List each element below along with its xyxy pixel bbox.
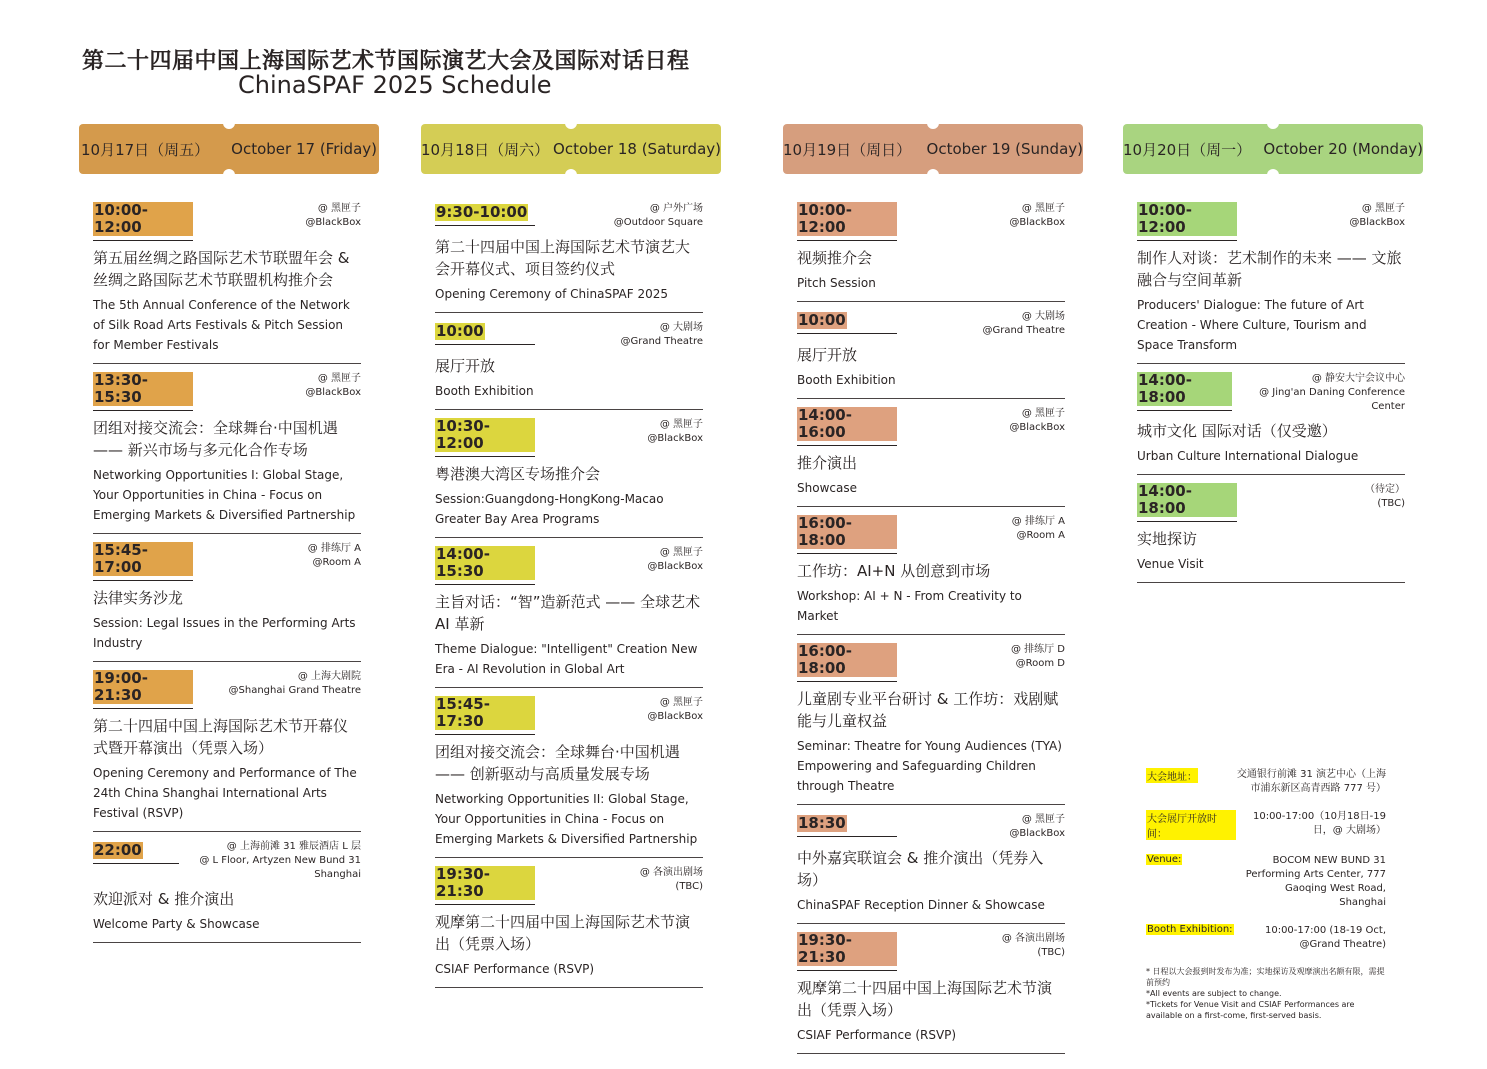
- venue-en: (TBC): [1377, 498, 1405, 509]
- footnote: * 日程以大会报到时发布为准；实地探访及观摩演出名额有限，需提前预约: [1146, 967, 1385, 987]
- page-title-zh: 第二十四届中国上海国际艺术节国际演艺大会及国际对话日程: [82, 49, 690, 74]
- event-time: 10:00: [798, 311, 846, 329]
- event-title-zh: 展厅开放: [797, 346, 858, 364]
- day-column: [783, 124, 1083, 1042]
- venue-zh: @ 大剧场: [1021, 311, 1065, 322]
- event-venue: [229, 670, 361, 698]
- day-header: [1123, 124, 1423, 174]
- event-item: [435, 202, 703, 313]
- venue-en: @ Jing'an Daning Conference Center: [1259, 387, 1405, 412]
- event-venue: [1365, 483, 1405, 511]
- page-title-en: ChinaSPAF 2025 Schedule: [238, 71, 552, 99]
- venue-zh: @ 户外广场: [649, 203, 703, 214]
- event-venue: [640, 866, 703, 894]
- day-header-zh: 10月19日（周日）: [783, 140, 912, 159]
- event-item: [435, 321, 703, 410]
- info-label: 大会地址：: [1146, 768, 1198, 783]
- venue-zh: @ 排练厅 A: [1011, 516, 1065, 527]
- venue-en: @BlackBox: [1009, 828, 1065, 839]
- event-title-en: Booth Exhibition: [797, 373, 896, 387]
- event-item: [797, 407, 1065, 507]
- event-title-en: Urban Culture International Dialogue: [1137, 449, 1359, 463]
- event-time: 10:00: [436, 322, 484, 340]
- venue-en: @BlackBox: [1349, 217, 1405, 228]
- day-header-zh: 10月17日（周五）: [80, 140, 210, 159]
- day-column: [79, 124, 379, 931]
- event-title-en: Opening Ceremony of ChinaSPAF 2025: [435, 287, 668, 301]
- event-list: [435, 202, 703, 996]
- venue-zh: @ 静安大宁会议中心: [1311, 373, 1405, 384]
- event-title-zh: 展厅开放: [435, 357, 496, 375]
- info-value: 交通银行前滩 31 演艺中心（上海市浦东新区高青西路 777 号）: [1236, 769, 1386, 794]
- event-venue: [179, 840, 361, 882]
- event-time: 14:00-16:00: [797, 407, 897, 441]
- event-time: 16:00-18:00: [797, 643, 897, 677]
- venue-en: @ L Floor, Artyzen New Bund 31 Shanghai: [199, 855, 361, 880]
- event-title-en: Session:Guangdong-HongKong-Macao Greater Bay Area Programs: [435, 492, 664, 526]
- venue-zh: @ 上海大剧院: [297, 671, 361, 682]
- event-title-zh: 主旨对话：“智”造新范式 —— 全球艺术 AI 革新: [435, 593, 701, 633]
- event-item: [93, 840, 361, 943]
- footnote: *All events are subject to change.: [1146, 989, 1282, 998]
- footnotes: [1146, 966, 1391, 1021]
- event-item: [797, 643, 1065, 805]
- event-title-zh: 实地探访: [1137, 530, 1198, 548]
- event-venue: [1011, 643, 1065, 671]
- event-time: 10:00-12:00: [93, 202, 193, 236]
- day-header: [79, 124, 379, 174]
- event-title-en: Pitch Session: [797, 276, 876, 290]
- event-title-zh: 观摩第二十四届中国上海国际艺术节演出（凭票入场）: [435, 913, 691, 953]
- event-time: 16:00-18:00: [797, 515, 897, 549]
- info-row: [1146, 768, 1386, 796]
- venue-zh: @ 各演出剧场: [1001, 933, 1065, 944]
- event-title-en: Opening Ceremony and Performance of The 24th China Shanghai International Arts Festival (RSVP): [93, 766, 357, 820]
- event-title-en: Producers' Dialogue: The future of Art Creation - Where Culture, Tourism and Space Transform: [1137, 298, 1367, 352]
- event-title-en: CSIAF Performance (RSVP): [797, 1028, 957, 1042]
- event-title-zh: 第五届丝绸之路国际艺术节联盟年会 & 丝绸之路国际艺术节联盟机构推介会: [93, 249, 350, 289]
- event-list: [1137, 202, 1405, 591]
- event-title-en: Showcase: [797, 481, 857, 495]
- info-label: Booth Exhibition:: [1147, 924, 1233, 935]
- venue-zh: @ 上海前滩 31 雅辰酒店 L 层: [226, 841, 361, 852]
- event-time: 22:00: [94, 841, 142, 859]
- venue-zh: @ 黑匣子: [659, 547, 703, 558]
- event-venue: [647, 696, 703, 724]
- event-item: [797, 202, 1065, 302]
- event-time: 13:30-15:30: [93, 372, 193, 406]
- event-title-en: Theme Dialogue: "Intelligent" Creation New Era - AI Revolution in Global Art: [435, 642, 698, 676]
- venue-zh: @ 黑匣子: [1361, 203, 1405, 214]
- event-title-zh: 团组对接交流会：全球舞台·中国机遇 —— 新兴市场与多元化合作专场: [93, 419, 338, 459]
- event-title-en: Welcome Party & Showcase: [93, 917, 260, 931]
- venue-en: @Room A: [312, 557, 361, 568]
- day-column: [421, 124, 721, 976]
- venue-zh: @ 黑匣子: [659, 697, 703, 708]
- event-title-zh: 儿童剧专业平台研讨 & 工作坊：戏剧赋能与儿童权益: [797, 690, 1059, 730]
- day-column: [1123, 124, 1423, 571]
- venue-en: (TBC): [675, 881, 703, 892]
- event-venue: [647, 546, 703, 574]
- event-venue: [1009, 813, 1065, 841]
- info-row: [1146, 854, 1386, 910]
- venue-zh: @ 黑匣子: [317, 203, 361, 214]
- venue-en: @Shanghai Grand Theatre: [228, 685, 361, 696]
- event-title-zh: 法律实务沙龙: [93, 589, 184, 607]
- venue-en: @BlackBox: [1009, 422, 1065, 433]
- day-header-en: October 18 (Saturday): [553, 140, 721, 158]
- event-title-zh: 欢迎派对 & 推介演出: [93, 890, 235, 908]
- event-title-zh: 第二十四届中国上海国际艺术节演艺大会开幕仪式、项目签约仪式: [435, 238, 691, 278]
- info-value: 10:00-17:00（10月18日-19日，@ 大剧场）: [1252, 811, 1386, 836]
- event-time: 15:45-17:30: [435, 696, 535, 730]
- event-time: 14:00-18:00: [1137, 483, 1237, 517]
- event-time: 18:30: [798, 814, 846, 832]
- venue-en: @BlackBox: [647, 711, 703, 722]
- event-venue: [1002, 932, 1065, 960]
- venue-zh: （待定）: [1365, 484, 1405, 495]
- event-item: [797, 515, 1065, 635]
- day-header-zh: 10月18日（周六）: [421, 140, 550, 159]
- event-title-en: Workshop: AI + N - From Creativity to Market: [797, 589, 1022, 623]
- venue-zh: @ 排练厅 A: [307, 543, 361, 554]
- event-item: [93, 670, 361, 832]
- event-time: 19:30-21:30: [797, 932, 897, 966]
- event-time: 10:00-12:00: [797, 202, 897, 236]
- day-header-en: October 19 (Sunday): [926, 140, 1083, 158]
- event-title-zh: 粤港澳大湾区专场推介会: [435, 465, 601, 483]
- event-venue: [620, 321, 703, 349]
- event-title-zh: 中外嘉宾联谊会 & 推介演出（凭券入场）: [797, 849, 1044, 889]
- venue-zh: @ 黑匣子: [1021, 408, 1065, 419]
- event-venue: [614, 202, 703, 230]
- venue-en: @Outdoor Square: [613, 217, 703, 228]
- venue-en: @BlackBox: [647, 433, 703, 444]
- venue-zh: @ 黑匣子: [1021, 203, 1065, 214]
- event-time: 14:00-18:00: [1137, 372, 1232, 406]
- event-item: [93, 202, 361, 364]
- event-list: [797, 202, 1065, 1062]
- event-venue: [1012, 515, 1065, 543]
- day-header-zh: 10月20日（周一）: [1123, 140, 1252, 159]
- venue-en: @Room A: [1016, 530, 1065, 541]
- event-item: [797, 813, 1065, 924]
- event-item: [1137, 202, 1405, 364]
- event-title-zh: 工作坊：AI+N 从创意到市场: [797, 562, 991, 580]
- day-header: [783, 124, 1083, 174]
- event-item: [435, 866, 703, 988]
- event-title-en: ChinaSPAF Reception Dinner & Showcase: [797, 898, 1045, 912]
- event-title-en: CSIAF Performance (RSVP): [435, 962, 595, 976]
- info-panel: [1146, 768, 1386, 966]
- event-time: 14:00-15:30: [435, 546, 535, 580]
- event-venue: [982, 310, 1065, 338]
- event-venue: [1009, 202, 1065, 230]
- event-item: [1137, 483, 1405, 583]
- event-venue: [305, 202, 361, 230]
- event-item: [797, 932, 1065, 1054]
- event-title-zh: 城市文化 国际对话（仅受邀）: [1137, 422, 1337, 440]
- event-title-en: Venue Visit: [1137, 557, 1204, 571]
- event-title-en: Session: Legal Issues in the Performing Arts Industry: [93, 616, 356, 650]
- event-venue: [308, 542, 361, 570]
- event-venue: [647, 418, 703, 446]
- event-title-zh: 制作人对谈：艺术制作的未来 —— 文旅融合与空间革新: [1137, 249, 1402, 289]
- event-list: [93, 202, 361, 951]
- event-title-zh: 推介演出: [797, 454, 858, 472]
- venue-en: @BlackBox: [305, 387, 361, 398]
- event-item: [435, 696, 703, 858]
- event-title-zh: 视频推介会: [797, 249, 873, 267]
- venue-en: @BlackBox: [305, 217, 361, 228]
- event-venue: [1349, 202, 1405, 230]
- info-label: Venue:: [1147, 854, 1182, 865]
- footnote: *Tickets for Venue Visit and CSIAF Performances are available on a first-come, first-served basis.: [1146, 1000, 1355, 1020]
- venue-en: @Grand Theatre: [620, 336, 703, 347]
- venue-zh: @ 黑匣子: [1021, 814, 1065, 825]
- info-label: 大会展厅开放时间：: [1146, 810, 1236, 840]
- event-item: [435, 546, 703, 688]
- event-time: 10:30-12:00: [435, 418, 535, 452]
- info-value: 10:00-17:00 (18-19 Oct, @Grand Theatre): [1264, 925, 1386, 950]
- venue-en: @BlackBox: [647, 561, 703, 572]
- event-title-en: Networking Opportunities II: Global Stage, Your Opportunities in China - Focus on Emerging Markets & Diversified Partnership: [435, 792, 698, 846]
- event-time: 9:30-10:00: [436, 203, 528, 221]
- venue-en: @Room D: [1015, 658, 1065, 669]
- day-header-en: October 20 (Monday): [1263, 140, 1423, 158]
- venue-en: @Grand Theatre: [982, 325, 1065, 336]
- event-time: 15:45-17:00: [93, 542, 193, 576]
- venue-zh: @ 排练厅 D: [1010, 644, 1065, 655]
- venue-en: @BlackBox: [1009, 217, 1065, 228]
- event-item: [93, 542, 361, 662]
- event-title-en: The 5th Annual Conference of the Network of Silk Road Arts Festivals & Pitch Session for Member Festivals: [93, 298, 350, 352]
- event-item: [435, 418, 703, 538]
- event-venue: [1232, 372, 1405, 414]
- event-time: 19:30-21:30: [435, 866, 535, 900]
- event-title-en: Seminar: Theatre for Young Audiences (TYA) Empowering and Safeguarding Children through Theatre: [797, 739, 1062, 793]
- event-title-zh: 观摩第二十四届中国上海国际艺术节演出（凭票入场）: [797, 979, 1053, 1019]
- event-title-zh: 第二十四届中国上海国际艺术节开幕仪式暨开幕演出（凭票入场）: [93, 717, 349, 757]
- event-venue: [1009, 407, 1065, 435]
- venue-zh: @ 黑匣子: [317, 373, 361, 384]
- venue-en: (TBC): [1037, 947, 1065, 958]
- venue-zh: @ 各演出剧场: [639, 867, 703, 878]
- event-item: [93, 372, 361, 534]
- event-title-zh: 团组对接交流会：全球舞台·中国机遇 —— 创新驱动与高质量发展专场: [435, 743, 680, 783]
- day-header-en: October 17 (Friday): [231, 140, 377, 158]
- info-row: [1146, 810, 1386, 840]
- event-item: [1137, 372, 1405, 475]
- event-time: 10:00-12:00: [1137, 202, 1237, 236]
- event-title-en: Booth Exhibition: [435, 384, 534, 398]
- venue-zh: @ 大剧场: [659, 322, 703, 333]
- venue-zh: @ 黑匣子: [659, 419, 703, 430]
- event-item: [797, 310, 1065, 399]
- event-time: 19:00-21:30: [93, 670, 193, 704]
- info-value: BOCOM NEW BUND 31 Performing Arts Center, 777 Gaoqing West Road, Shanghai: [1245, 855, 1386, 908]
- info-row: [1146, 924, 1386, 952]
- event-venue: [305, 372, 361, 400]
- event-title-en: Networking Opportunities I: Global Stage, Your Opportunities in China - Focus on Emerging Markets & Diversified Partnership: [93, 468, 356, 522]
- day-header: [421, 124, 721, 174]
